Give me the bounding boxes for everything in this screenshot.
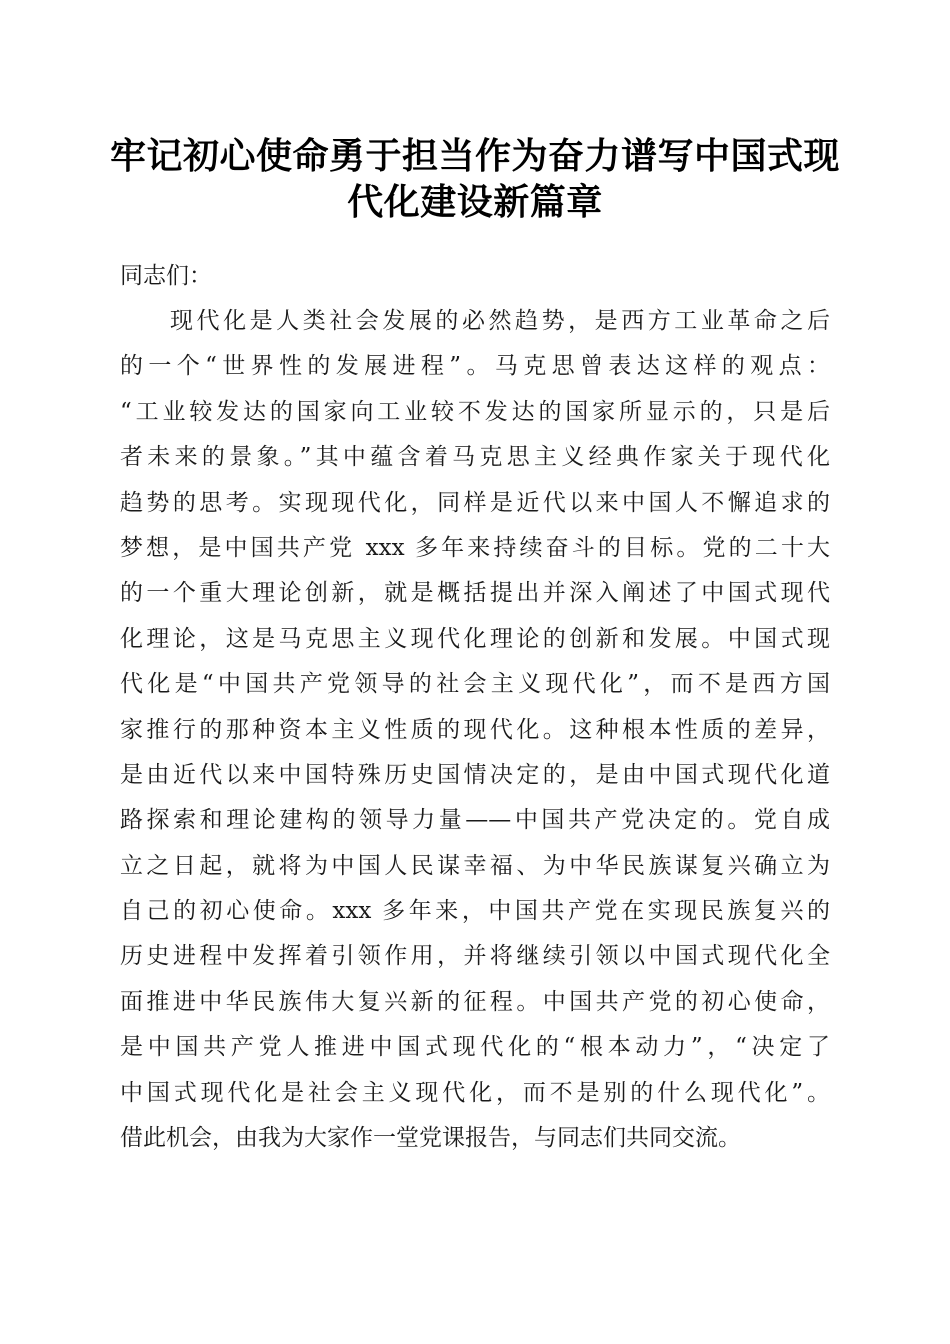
paragraph-line: 者未来的景象。”其中蕴含着马克思主义经典作家关于现代化 <box>120 444 830 471</box>
paragraph-line: 历史进程中发挥着引领作用，并将继续引领以中国式现代化全 <box>120 943 830 970</box>
paragraph-line: 家推行的那种资本主义性质的现代化。这种根本性质的差异， <box>120 716 830 743</box>
paragraph-line: 梦想，是中国共产党 xxx 多年来持续奋斗的目标。党的二十大 <box>120 534 830 561</box>
paragraph-line: 趋势的思考。实现现代化，同样是近代以来中国人不懈追求的 <box>120 489 830 516</box>
title-line-1: 牢记初心使命勇于担当作为奋力谱写中国式现 <box>109 136 840 177</box>
paragraph-line: 的一个重大理论创新，就是概括提出并深入阐述了中国式现代 <box>120 580 830 607</box>
paragraph-line: 面推进中华民族伟大复兴新的征程。中国共产党的初心使命， <box>120 988 830 1015</box>
paragraph-line: 化理论，这是马克思主义现代化理论的创新和发展。中国式现 <box>120 625 830 652</box>
paragraph-line: 的一个“世界性的发展进程”。马克思曾表达这样的观点： <box>120 353 830 380</box>
paragraph-line: “工业较发达的国家向工业较不发达的国家所显示的，只是后 <box>120 398 830 425</box>
paragraph-line: 是中国共产党人推进中国式现代化的“根本动力”，“决定了 <box>120 1034 830 1061</box>
paragraph-line: 是由近代以来中国特殊历史国情决定的，是由中国式现代化道 <box>120 761 830 788</box>
title-line-2: 代化建设新篇章 <box>347 182 603 223</box>
paragraph-line: 代化是“中国共产党领导的社会主义现代化”，而不是西方国 <box>120 671 830 698</box>
paragraph-line: 自己的初心使命。xxx 多年来，中国共产党在实现民族复兴的 <box>120 898 830 925</box>
salutation: 同志们： <box>120 263 212 289</box>
paragraph-line: 路探索和理论建构的领导力量——中国共产党决定的。党自成 <box>120 807 830 834</box>
paragraph-line: 借此机会，由我为大家作一堂党课报告，与同志们共同交流。 <box>120 1125 741 1152</box>
paragraph-line: 现代化是人类社会发展的必然趋势，是西方工业革命之后 <box>170 308 830 334</box>
paragraph-line: 中国式现代化是社会主义现代化，而不是别的什么现代化”。 <box>120 1079 830 1106</box>
document-title <box>100 134 850 226</box>
body-paragraph <box>120 299 830 1161</box>
paragraph-line: 立之日起，就将为中国人民谋幸福、为中华民族谋复兴确立为 <box>120 852 830 879</box>
